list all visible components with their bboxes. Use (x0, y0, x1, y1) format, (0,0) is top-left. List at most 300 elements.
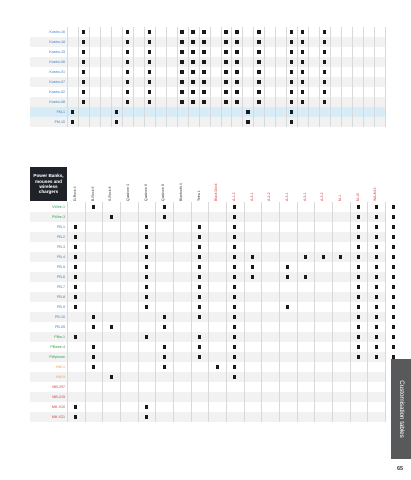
compatibility-table-top (30, 27, 385, 127)
grid-line (221, 27, 222, 127)
compatibility-mark (82, 30, 85, 33)
compatibility-mark (198, 315, 201, 318)
compatibility-mark (301, 100, 304, 103)
compatibility-mark (257, 100, 260, 103)
compatibility-mark (198, 225, 201, 228)
compatibility-mark (82, 80, 85, 83)
compatibility-mark (323, 70, 326, 73)
compatibility-mark (92, 365, 95, 368)
compatibility-mark (198, 275, 201, 278)
compatibility-mark (191, 70, 194, 73)
compatibility-mark (290, 100, 293, 103)
compatibility-mark (233, 245, 236, 248)
compatibility-mark (92, 325, 95, 328)
compatibility-mark (233, 265, 236, 268)
grid-line (102, 202, 103, 422)
compatibility-mark (148, 40, 151, 43)
table-row (30, 107, 385, 117)
table-row (30, 67, 385, 77)
compatibility-mark (286, 305, 289, 308)
column-header: Black Dock (214, 183, 219, 201)
page-number: 65 (396, 466, 404, 472)
row-label: MB-297 (52, 385, 65, 389)
row-label: Kostro-02 (49, 90, 65, 94)
grid-line (352, 27, 353, 127)
compatibility-mark (180, 40, 183, 43)
compatibility-mark (82, 70, 85, 73)
compatibility-mark (163, 315, 166, 318)
grid-line (275, 27, 276, 127)
compatibility-mark (375, 345, 378, 348)
grid-line (122, 27, 123, 127)
compatibility-mark (82, 60, 85, 63)
compatibility-mark (357, 325, 360, 328)
compatibility-mark (375, 295, 378, 298)
compatibility-mark (304, 255, 307, 258)
compatibility-mark (198, 355, 201, 358)
compatibility-mark (145, 225, 148, 228)
compatibility-mark (375, 265, 378, 268)
row-label: PB-7 (57, 285, 65, 289)
compatibility-mark (180, 60, 183, 63)
compatibility-mark (233, 325, 236, 328)
compatibility-mark (301, 30, 304, 33)
compatibility-mark (301, 50, 304, 53)
compatibility-mark (126, 100, 129, 103)
side-tab-label: Customisation tables (398, 380, 405, 438)
compatibility-mark (323, 60, 326, 63)
grid-line (226, 202, 227, 422)
compatibility-mark (145, 285, 148, 288)
compatibility-mark (357, 315, 360, 318)
grid-line (155, 202, 156, 422)
compatibility-mark (301, 80, 304, 83)
grid-line (341, 27, 342, 127)
compatibility-mark (180, 50, 183, 53)
compatibility-mark (163, 325, 166, 328)
grid-line (138, 202, 139, 422)
compatibility-mark (235, 40, 238, 43)
compatibility-mark (110, 375, 113, 378)
compatibility-mark (392, 265, 395, 268)
compatibility-mark (198, 265, 201, 268)
column-header: A-3-2 (320, 192, 325, 201)
grid-line (297, 202, 298, 422)
compatibility-mark (126, 70, 129, 73)
compatibility-mark (148, 80, 151, 83)
row-label: PB-2 (57, 235, 65, 239)
compatibility-mark (145, 245, 148, 248)
compatibility-mark (233, 215, 236, 218)
compatibility-mark (126, 50, 129, 53)
compatibility-mark (233, 255, 236, 258)
compatibility-mark (233, 235, 236, 238)
compatibility-mark (392, 305, 395, 308)
compatibility-mark (375, 245, 378, 248)
compatibility-mark (74, 285, 77, 288)
compatibility-mark (290, 60, 293, 63)
grid-line (279, 202, 280, 422)
compatibility-mark (74, 275, 77, 278)
compatibility-mark (74, 415, 77, 418)
grid-line (133, 27, 134, 127)
compatibility-mark (257, 40, 260, 43)
compatibility-mark (74, 335, 77, 338)
compatibility-mark (191, 40, 194, 43)
compatibility-mark (202, 60, 205, 63)
compatibility-mark (375, 215, 378, 218)
compatibility-mark (163, 215, 166, 218)
compatibility-mark (148, 30, 151, 33)
compatibility-mark (74, 235, 77, 238)
compatibility-mark (82, 50, 85, 53)
compatibility-mark (375, 335, 378, 338)
compatibility-mark (251, 265, 254, 268)
compatibility-mark (74, 405, 77, 408)
grid-line (385, 27, 386, 127)
compatibility-mark (301, 70, 304, 73)
grid-line (120, 202, 121, 422)
compatibility-mark (235, 30, 238, 33)
compatibility-mark (357, 275, 360, 278)
compatibility-mark (286, 265, 289, 268)
compatibility-mark (251, 275, 254, 278)
compatibility-mark (286, 275, 289, 278)
compatibility-mark (198, 295, 201, 298)
compatibility-mark (163, 205, 166, 208)
compatibility-mark (339, 255, 342, 258)
compatibility-mark (375, 325, 378, 328)
column-header: A-5-1 (302, 192, 307, 201)
grid-line (350, 202, 351, 422)
compatibility-mark (375, 355, 378, 358)
compatibility-mark (115, 120, 118, 123)
compatibility-mark (357, 225, 360, 228)
column-header: WA-M13 (373, 187, 378, 201)
compatibility-mark (202, 30, 205, 33)
row-label: MH-X10 (51, 405, 65, 409)
compatibility-mark (202, 70, 205, 73)
compatibility-mark (233, 345, 236, 348)
compatibility-mark (224, 50, 227, 53)
row-label: PB-6 (57, 275, 65, 279)
compatibility-mark (357, 235, 360, 238)
row-label: PB-10 (55, 315, 65, 319)
grid-line (231, 27, 232, 127)
compatibility-mark (392, 345, 395, 348)
compatibility-mark (110, 325, 113, 328)
grid-line (111, 27, 112, 127)
compatibility-mark (323, 90, 326, 93)
row-label: PWphone (49, 355, 65, 359)
compatibility-mark (145, 255, 148, 258)
compatibility-mark (198, 245, 201, 248)
column-header: Bluetooth 4 (179, 183, 183, 201)
compatibility-mark (233, 285, 236, 288)
compatibility-mark (290, 120, 293, 123)
compatibility-mark (235, 50, 238, 53)
compatibility-mark (224, 90, 227, 93)
grid-line (332, 202, 333, 422)
compatibility-mark (180, 70, 183, 73)
compatibility-mark (375, 315, 378, 318)
compatibility-mark (198, 255, 201, 258)
compatibility-mark (375, 255, 378, 258)
compatibility-mark (145, 275, 148, 278)
grid-line (385, 202, 386, 422)
compatibility-mark (148, 90, 151, 93)
compatibility-mark (180, 100, 183, 103)
grid-line (253, 27, 254, 127)
row-label: MH-X21 (51, 415, 65, 419)
grid-line (166, 27, 167, 127)
compatibility-mark (290, 90, 293, 93)
compatibility-mark (290, 40, 293, 43)
column-header: Qualcom 8 (161, 184, 166, 201)
row-label: PB-1 (57, 225, 65, 229)
compatibility-mark (357, 215, 360, 218)
row-label: Kostro-15 (49, 50, 65, 54)
compatibility-mark (375, 225, 378, 228)
compatibility-mark (301, 40, 304, 43)
compatibility-mark (357, 265, 360, 268)
compatibility-mark (202, 80, 205, 83)
compatibility-mark (224, 40, 227, 43)
side-tab (391, 359, 411, 459)
grid-line (208, 202, 209, 422)
compatibility-mark (257, 60, 260, 63)
compatibility-mark (198, 285, 201, 288)
compatibility-mark (233, 355, 236, 358)
compatibility-mark (357, 295, 360, 298)
compatibility-mark (110, 215, 113, 218)
compatibility-mark (224, 80, 227, 83)
grid-line (67, 27, 68, 127)
column-header: A-3-1 (285, 192, 289, 201)
compatibility-mark (357, 305, 360, 308)
row-label: Kostro-08 (49, 100, 65, 104)
row-label: HW-9 (55, 375, 65, 379)
compatibility-mark (191, 50, 194, 53)
compatibility-mark (92, 315, 95, 318)
compatibility-mark (198, 345, 201, 348)
compatibility-mark (357, 255, 360, 258)
compatibility-mark (198, 235, 201, 238)
compatibility-mark (82, 40, 85, 43)
compatibility-mark (148, 100, 151, 103)
compatibility-mark (375, 205, 378, 208)
compatibility-mark (74, 265, 77, 268)
grid-line (261, 202, 262, 422)
table-row (30, 117, 385, 127)
compatibility-mark (202, 100, 205, 103)
compatibility-mark (357, 285, 360, 288)
compatibility-mark (323, 80, 326, 83)
column-header: Qualcom 4 (126, 184, 130, 201)
compatibility-mark (148, 70, 151, 73)
compatibility-mark (74, 255, 77, 258)
compatibility-mark (375, 285, 378, 288)
compatibility-mark (233, 225, 236, 228)
compatibility-mark (216, 365, 219, 368)
compatibility-mark (392, 235, 395, 238)
column-header: D-Rock 4 (73, 186, 77, 201)
compatibility-mark (71, 120, 74, 123)
compatibility-mark (290, 110, 293, 113)
compatibility-mark (392, 295, 395, 298)
compatibility-mark (392, 285, 395, 288)
grid-line (191, 202, 192, 422)
row-label: PWire-3 (52, 215, 65, 219)
compatibility-mark (115, 110, 118, 113)
compatibility-mark (191, 30, 194, 33)
compatibility-mark (202, 50, 205, 53)
grid-line (244, 202, 245, 422)
compatibility-mark (233, 275, 236, 278)
compatibility-mark (126, 40, 129, 43)
compatibility-mark (126, 60, 129, 63)
row-label: PB-5 (57, 265, 65, 269)
compatibility-mark (257, 80, 260, 83)
compatibility-mark (235, 90, 238, 93)
grid-line (173, 202, 174, 422)
row-label: Kostro-16 (49, 30, 65, 34)
grid-line (319, 27, 320, 127)
compatibility-mark (392, 315, 395, 318)
table-header-title: Power Banks, mouses and wireless chargers (30, 167, 67, 201)
compatibility-mark (233, 205, 236, 208)
compatibility-mark (191, 90, 194, 93)
table-row (30, 47, 385, 57)
compatibility-mark (148, 60, 151, 63)
compatibility-mark (323, 30, 326, 33)
column-header: Tetra 1 (196, 190, 201, 201)
row-label: FM-1 (56, 110, 65, 114)
grid-line (199, 27, 200, 127)
compatibility-mark (257, 30, 260, 33)
row-label: PBw-1 (54, 335, 65, 339)
compatibility-mark (126, 30, 129, 33)
compatibility-mark (145, 265, 148, 268)
compatibility-mark (301, 90, 304, 93)
compatibility-mark (92, 345, 95, 348)
grid-line (330, 27, 331, 127)
compatibility-mark (191, 100, 194, 103)
compatibility-mark (191, 80, 194, 83)
table-row (30, 57, 385, 67)
compatibility-mark (180, 30, 183, 33)
row-label: PB-4 (57, 255, 65, 259)
grid-line (67, 202, 68, 422)
compatibility-mark (246, 120, 249, 123)
compatibility-mark (375, 305, 378, 308)
compatibility-mark (163, 365, 166, 368)
column-header: S-Rock 8 (108, 186, 113, 201)
row-label: PB-05 (55, 325, 65, 329)
row-label: FM-10 (54, 120, 65, 124)
column-header: M-1 (338, 194, 342, 201)
compatibility-mark (180, 80, 183, 83)
grid-line (89, 27, 90, 127)
compatibility-mark (251, 255, 254, 258)
compatibility-mark (233, 365, 236, 368)
compatibility-mark (163, 355, 166, 358)
compatibility-mark (145, 415, 148, 418)
compatibility-mark (224, 30, 227, 33)
grid-line (85, 202, 86, 422)
compatibility-mark (71, 110, 74, 113)
compatibility-mark (148, 50, 151, 53)
compatibility-table-bottom (30, 202, 385, 422)
compatibility-mark (392, 275, 395, 278)
row-label: Kostro-06 (49, 60, 65, 64)
grid-line (374, 27, 375, 127)
compatibility-mark (224, 70, 227, 73)
column-header: A-2-2 (267, 192, 272, 201)
compatibility-mark (357, 205, 360, 208)
compatibility-mark (180, 90, 183, 93)
compatibility-mark (233, 305, 236, 308)
table-row (30, 77, 385, 87)
grid-line (297, 27, 298, 127)
grid-line (286, 27, 287, 127)
compatibility-mark (235, 80, 238, 83)
grid-line (188, 27, 189, 127)
grid-line (264, 27, 265, 127)
grid-line (363, 27, 364, 127)
compatibility-mark (357, 245, 360, 248)
compatibility-mark (233, 315, 236, 318)
compatibility-mark (145, 235, 148, 238)
compatibility-mark (82, 100, 85, 103)
compatibility-mark (357, 345, 360, 348)
compatibility-mark (145, 335, 148, 338)
row-label: VWire-1 (52, 205, 65, 209)
compatibility-mark (392, 215, 395, 218)
table-row (30, 37, 385, 47)
row-label: PB-8 (57, 295, 65, 299)
compatibility-mark (323, 50, 326, 53)
grid-line (314, 202, 315, 422)
row-label: PBwire-4 (50, 345, 65, 349)
row-label: PB-9 (57, 305, 65, 309)
grid-line (78, 27, 79, 127)
table-row (30, 87, 385, 97)
row-label: PB-3 (57, 245, 65, 249)
compatibility-mark (92, 205, 95, 208)
compatibility-mark (224, 100, 227, 103)
compatibility-mark (233, 295, 236, 298)
compatibility-mark (145, 295, 148, 298)
compatibility-mark (392, 245, 395, 248)
column-header: M-10 (355, 193, 360, 201)
compatibility-mark (257, 70, 260, 73)
compatibility-mark (375, 235, 378, 238)
compatibility-mark (290, 50, 293, 53)
compatibility-mark (246, 110, 249, 113)
compatibility-mark (235, 100, 238, 103)
compatibility-mark (202, 40, 205, 43)
compatibility-mark (257, 50, 260, 53)
compatibility-mark (233, 375, 236, 378)
grid-line (144, 27, 145, 127)
compatibility-mark (322, 255, 325, 258)
compatibility-mark (375, 275, 378, 278)
grid-line (242, 27, 243, 127)
compatibility-mark (323, 40, 326, 43)
compatibility-mark (392, 335, 395, 338)
compatibility-mark (235, 60, 238, 63)
